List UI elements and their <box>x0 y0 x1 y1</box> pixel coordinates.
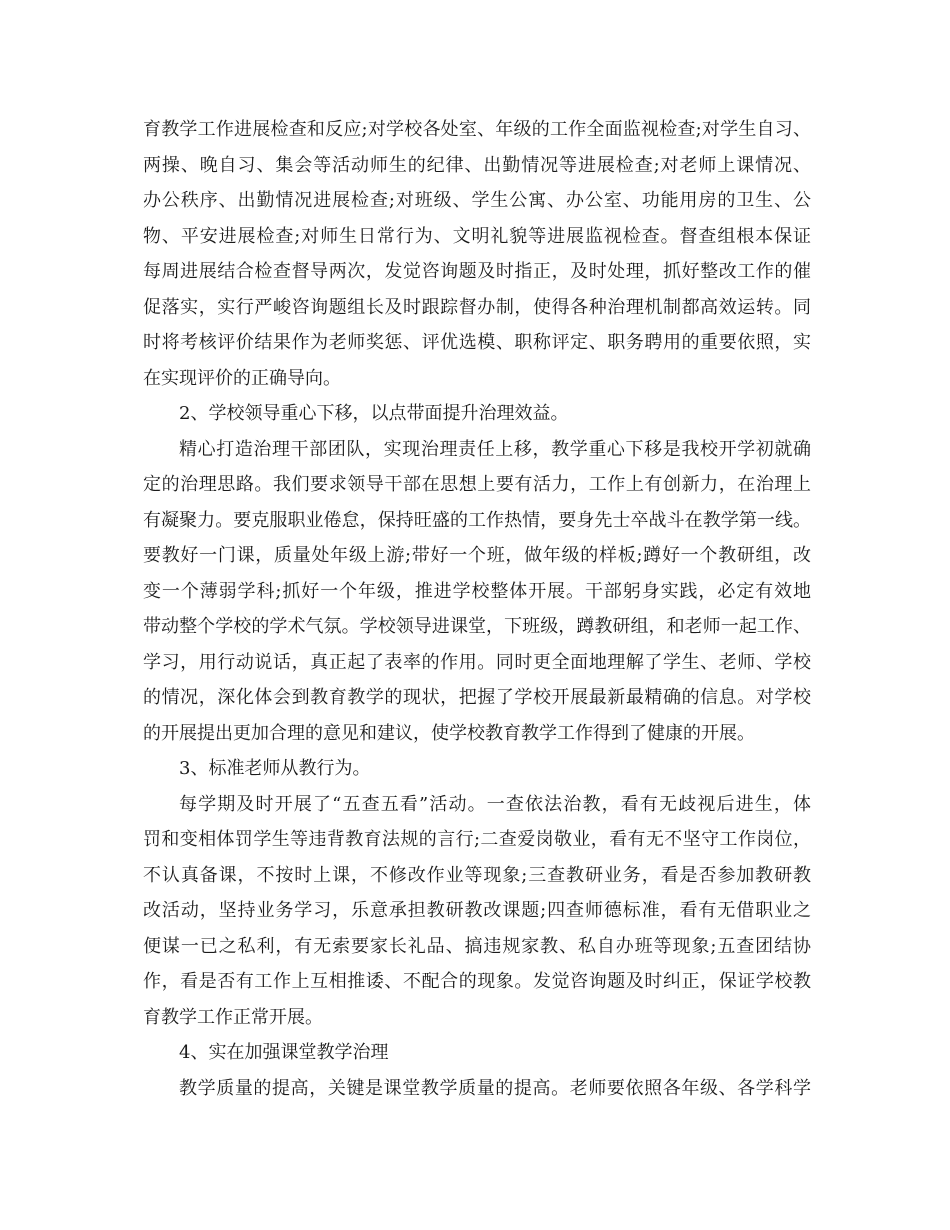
text-line: 教学质量的提高，关键是课堂教学质量的提高。老师要依照各年级、各学科学 <box>179 1077 811 1099</box>
text-line: 物、平安进展检查;对师生日常行为、文明礼貌等进展监视检查。督查组根本保证 <box>143 225 811 247</box>
text-line: 在实现评价的正确导向。 <box>143 367 341 389</box>
text-line: 育教学工作进展检查和反应;对学校各处室、年级的工作全面监视检查;对学生自习、 <box>143 119 811 140</box>
text-line: 罚和变相体罚学生等违背教育法规的言行;二查爱岗敬业，看有无不坚守工作岗位， <box>143 829 811 850</box>
section-heading: 3、标准老师从教行为。 <box>179 758 371 779</box>
text-line: 育教学工作正常开展。 <box>143 1006 323 1028</box>
text-line: 的情况，深化体会到教育教学的现状，把握了学校开展最新最精确的信息。对学校 <box>143 687 811 708</box>
text-line: 办公秩序、出勤情况进展检查;对班级、学生公寓、办公室、功能用房的卫生、公 <box>143 190 811 211</box>
text-line: 变一个薄弱学科;抓好一个年级，推进学校整体开展。干部躬身实践，必定有效地 <box>143 580 811 602</box>
text-line: 作，看是否有工作上互相推诿、不配合的现象。发觉咨询题及时纠正，保证学校教 <box>143 971 811 992</box>
text-line: 不认真备课，不按时上课，不修改作业等现象;三查教研业务，看是否参加教研教 <box>143 864 811 886</box>
section-heading: 2、学校领导重心下移，以点带面提升治理效益。 <box>179 403 569 424</box>
text-line: 促落实，实行严峻咨询题组长及时跟踪督办制，使得各种治理机制都高效运转。同 <box>143 296 811 318</box>
document-body <box>143 112 811 1106</box>
text-line: 的开展提出更加合理的意见和建议，使学校教育教学工作得到了健康的开展。 <box>143 722 755 744</box>
text-line: 有凝聚力。要克服职业倦怠，保持旺盛的工作热情，要身先士卒战斗在教学第一线。 <box>143 509 811 531</box>
text-line: 改活动，坚持业务学习，乐意承担教研教改课题;四查师德标准，看有无借职业之 <box>143 900 811 921</box>
text-line: 精心打造治理干部团队，实现治理责任上移，教学重心下移是我校开学初就确 <box>179 438 811 460</box>
text-line: 学习，用行动说话，真正起了表率的作用。同时更全面地理解了学生、老师、学校 <box>143 651 811 673</box>
text-line: 时将考核评价结果作为老师奖惩、评优选模、职称评定、职务聘用的重要依照，实 <box>143 332 811 353</box>
section-heading: 4、实在加强课堂教学治理 <box>179 1042 389 1063</box>
text-line: 要教好一门课，质量处年级上游;带好一个班，做年级的样板;蹲好一个教研组，改 <box>143 545 811 566</box>
text-line: 每周进展结合检查督导两次，发觉咨询题及时指正，及时处理，抓好整改工作的催 <box>143 261 811 282</box>
text-line: 定的治理思路。我们要求领导干部在思想上要有活力，工作上有创新力，在治理上 <box>143 474 811 495</box>
text-line: 便谋一已之私利，有无索要家长礼品、搞违规家教、私自办班等现象;五查团结协 <box>143 935 811 957</box>
text-line: 每学期及时开展了“五查五看”活动。一查依法治教，看有无歧视后进生，体 <box>179 793 811 815</box>
text-line: 带动整个学校的学术气氛。学校领导进课堂，下班级，蹲教研组，和老师一起工作、 <box>143 616 811 637</box>
text-line: 两操、晚自习、集会等活动师生的纪律、出勤情况等进展检查;对老师上课情况、 <box>143 154 811 176</box>
